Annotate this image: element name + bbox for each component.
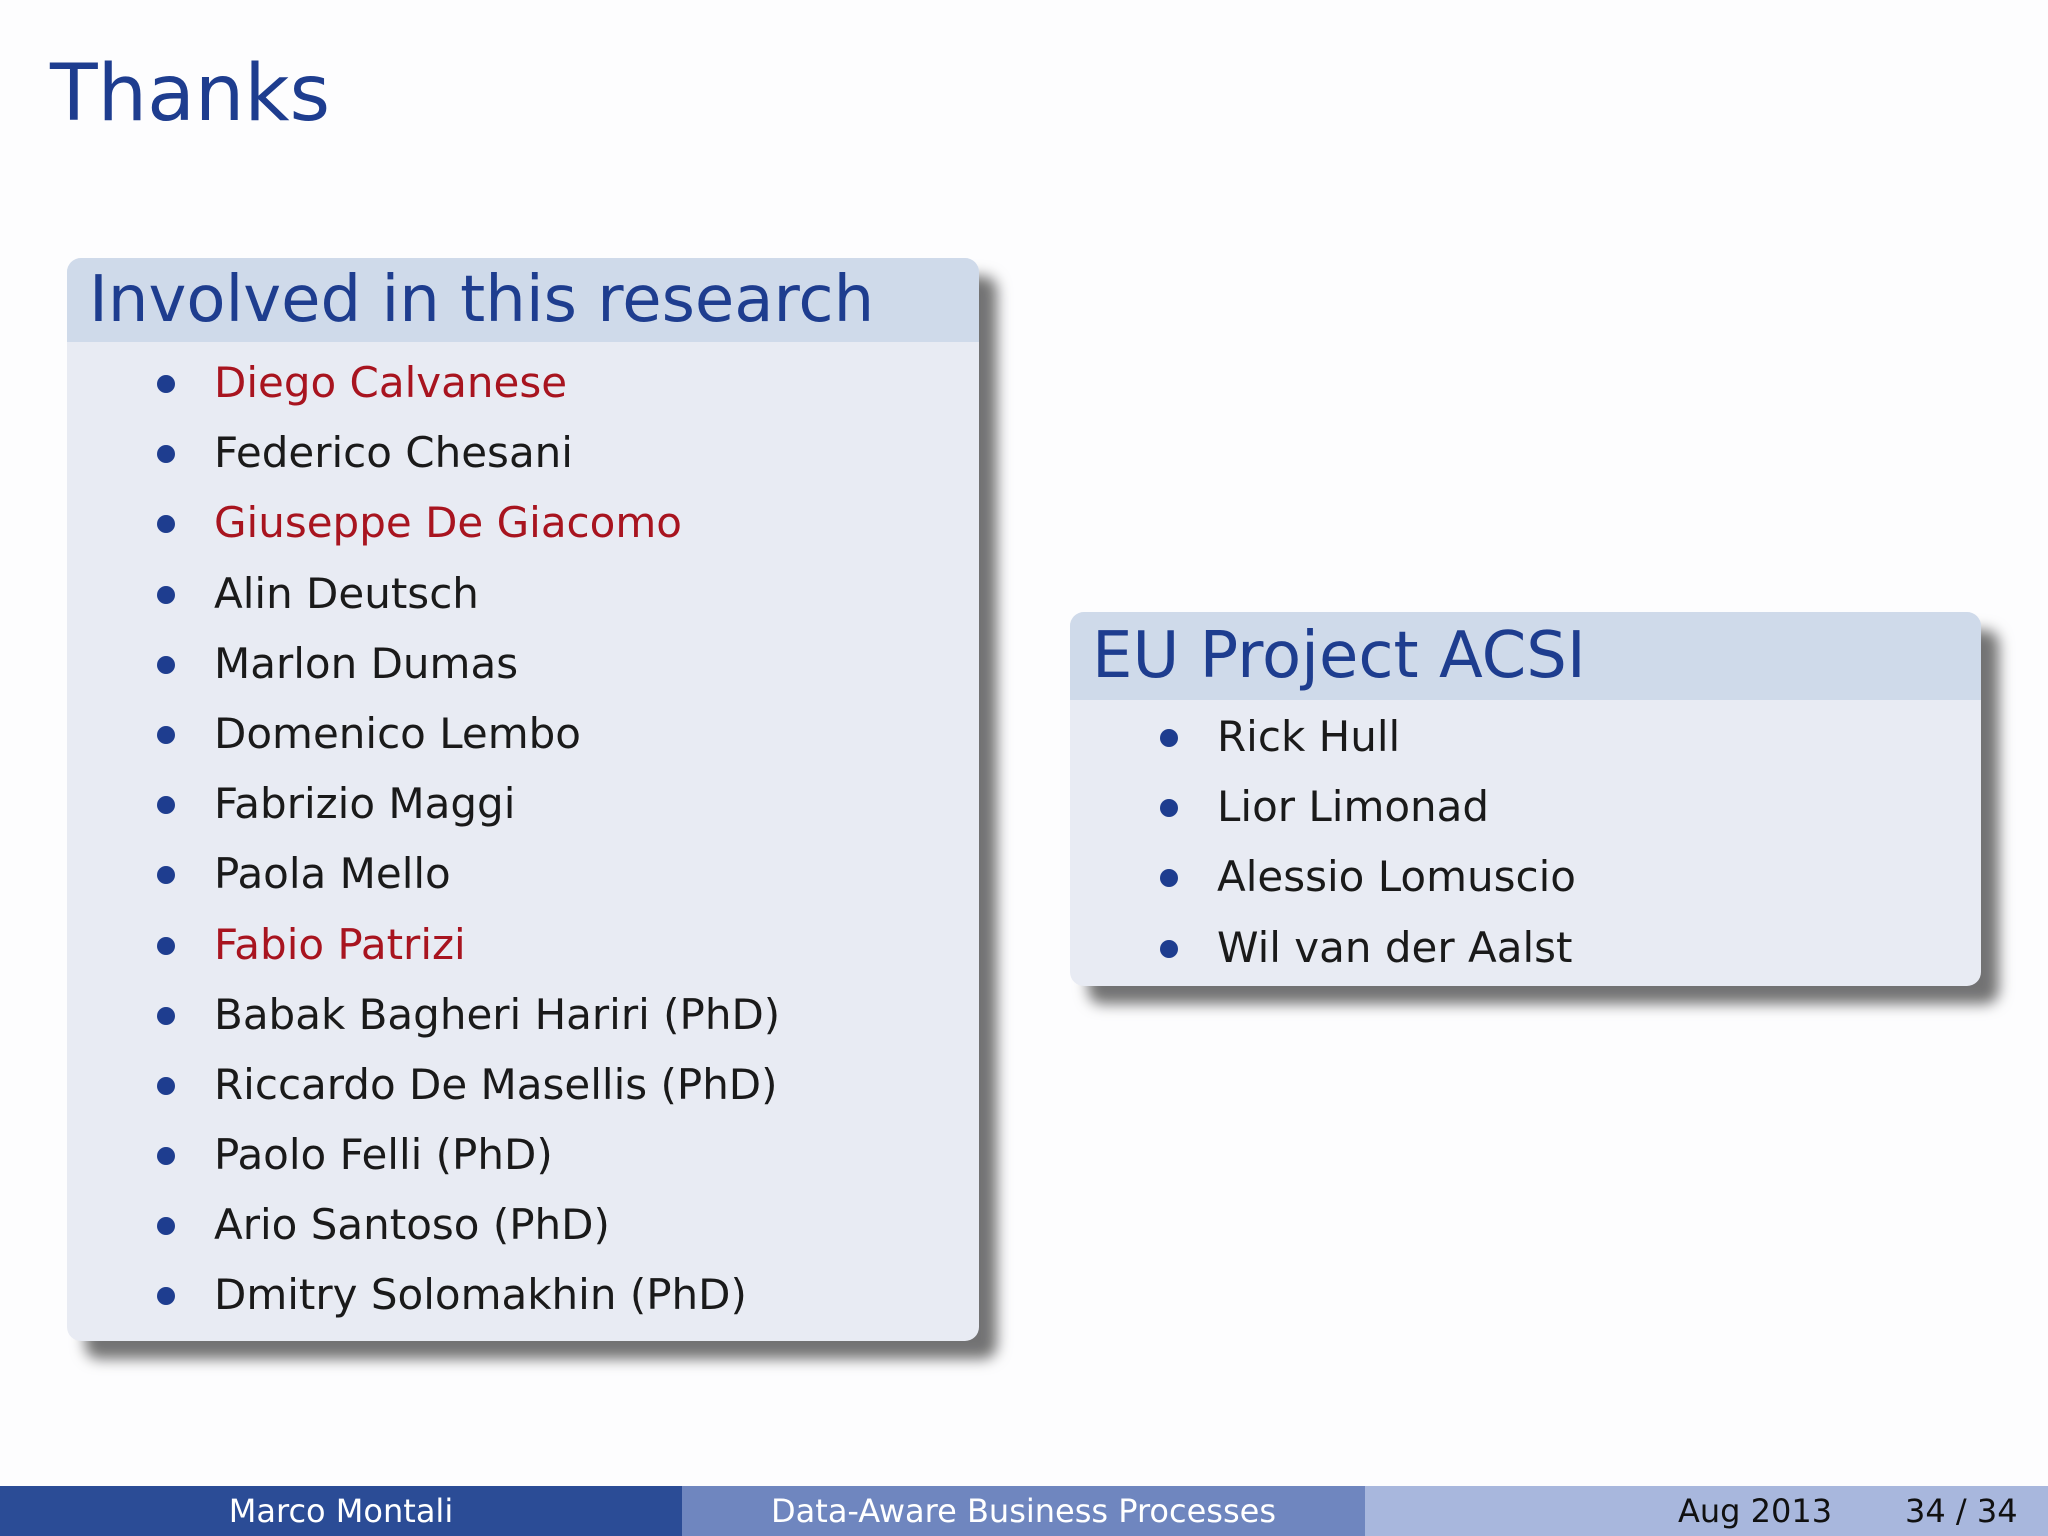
person-name: Marlon Dumas bbox=[214, 638, 519, 688]
bullet-icon bbox=[157, 1287, 175, 1305]
list-item bbox=[67, 348, 979, 418]
bullet-icon bbox=[157, 515, 175, 533]
research-block bbox=[67, 258, 979, 1341]
person-name: Alin Deutsch bbox=[214, 568, 479, 618]
person-name: Fabio Patrizi bbox=[214, 919, 466, 969]
bullet-icon bbox=[1160, 869, 1178, 887]
list-item bbox=[67, 629, 979, 699]
person-name: Wil van der Aalst bbox=[1217, 922, 1573, 972]
footer-talk-title: Data-Aware Business Processes bbox=[682, 1486, 1365, 1536]
list-item bbox=[67, 769, 979, 839]
list-item bbox=[1070, 772, 1981, 842]
footer-author: Marco Montali bbox=[0, 1486, 682, 1536]
person-name: Ario Santoso (PhD) bbox=[214, 1200, 610, 1250]
list-item bbox=[67, 910, 979, 980]
footer-info bbox=[1365, 1486, 2048, 1536]
person-name: Alessio Lomuscio bbox=[1217, 852, 1576, 902]
person-name: Lior Limonad bbox=[1217, 782, 1490, 832]
page-number: 34 / 34 bbox=[1905, 1492, 2018, 1530]
list-item bbox=[67, 839, 979, 909]
list-item bbox=[67, 418, 979, 488]
person-name: Domenico Lembo bbox=[214, 708, 581, 758]
person-name: Paolo Felli (PhD) bbox=[214, 1130, 553, 1180]
bullet-icon bbox=[1160, 729, 1178, 747]
bullet-icon bbox=[1160, 940, 1178, 958]
person-name: Babak Bagheri Hariri (PhD) bbox=[214, 989, 781, 1039]
list-item bbox=[1070, 842, 1981, 912]
list-item bbox=[1070, 702, 1981, 772]
list-item bbox=[67, 980, 979, 1050]
list-item bbox=[67, 488, 979, 558]
footer-date: Aug 2013 bbox=[1678, 1492, 1833, 1530]
list-item bbox=[1070, 913, 1981, 983]
bullet-icon bbox=[157, 1077, 175, 1095]
person-name: Rick Hull bbox=[1217, 712, 1401, 761]
bullet-icon bbox=[157, 586, 175, 604]
acsi-people-list bbox=[1070, 700, 1981, 983]
person-name: Paola Mello bbox=[214, 849, 451, 899]
bullet-icon bbox=[157, 796, 175, 814]
bullet-icon bbox=[157, 866, 175, 884]
bullet-icon bbox=[157, 726, 175, 744]
person-name: Dmitry Solomakhin (PhD) bbox=[214, 1270, 747, 1320]
acsi-block bbox=[1070, 612, 1981, 986]
list-item bbox=[67, 1050, 979, 1120]
bullet-icon bbox=[1160, 799, 1178, 817]
list-item bbox=[67, 1260, 979, 1330]
bullet-icon bbox=[157, 656, 175, 674]
acsi-block-title: EU Project ACSI bbox=[1070, 612, 1981, 700]
bullet-icon bbox=[157, 375, 175, 393]
bullet-icon bbox=[157, 1007, 175, 1025]
bullet-icon bbox=[157, 937, 175, 955]
footer-bar bbox=[0, 1486, 2048, 1536]
person-name: Giuseppe De Giacomo bbox=[214, 498, 682, 548]
bullet-icon bbox=[157, 1217, 175, 1235]
list-item bbox=[67, 1190, 979, 1260]
slide-title: Thanks bbox=[50, 49, 331, 139]
person-name: Diego Calvanese bbox=[214, 358, 568, 407]
list-item bbox=[67, 559, 979, 629]
research-block-title: Involved in this research bbox=[67, 258, 979, 342]
research-people-list bbox=[67, 342, 979, 1331]
list-item bbox=[67, 699, 979, 769]
person-name: Fabrizio Maggi bbox=[214, 779, 516, 829]
person-name: Riccardo De Masellis (PhD) bbox=[214, 1059, 778, 1109]
bullet-icon bbox=[157, 1147, 175, 1165]
person-name: Federico Chesani bbox=[214, 428, 573, 478]
bullet-icon bbox=[157, 445, 175, 463]
list-item bbox=[67, 1120, 979, 1190]
